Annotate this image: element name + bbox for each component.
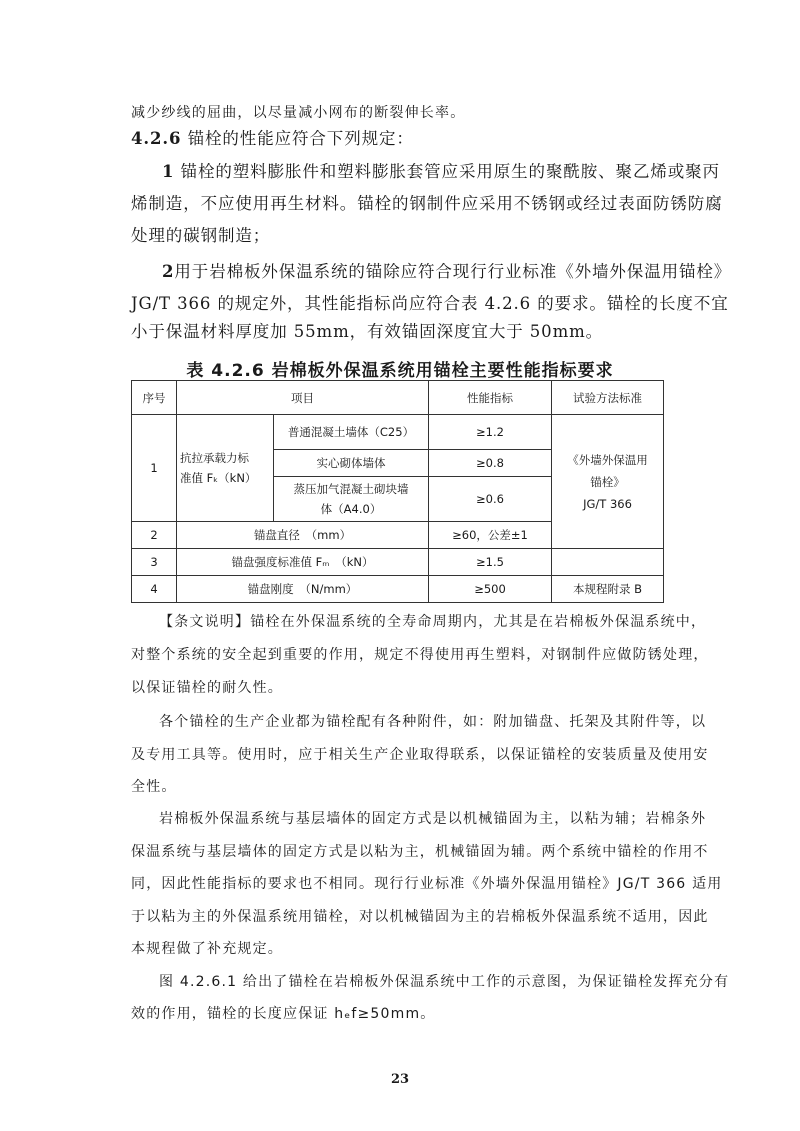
header-cell: 序号 — [132, 381, 177, 415]
header-cell: 试验方法标准 — [552, 381, 664, 415]
item-cell: 锚盘强度标准值 Fₘ （kN） — [177, 549, 429, 576]
item2-line: JG/T 366 的规定外，其性能指标尚应符合表 4.2.6 的要求。锚栓的长度不宜 — [131, 294, 729, 313]
note-line: 效的作用，锚栓的长度应保证 hₑf≥50mm。 — [131, 1006, 436, 1022]
method-line: 《外墙外保温用 — [567, 452, 648, 467]
row-number: 3 — [132, 549, 177, 576]
value-cell: ≥1.2 — [429, 415, 552, 450]
note-line: 以保证锚栓的耐久性。 — [131, 680, 283, 696]
item2-number: 2 — [162, 262, 175, 281]
sub-item-line: 体（A4.0） — [320, 502, 382, 516]
table-header-row — [132, 381, 664, 415]
note-line: 全性。 — [131, 779, 177, 795]
note-line: 图 4.2.6.1 给出了锚栓在岩棉板外保温系统中工作的示意图，为保证锚栓发挥充分有 — [159, 974, 730, 990]
note-line: 【条文说明】锚栓在外保温系统的全寿命周期内，尤其是在岩棉板外保温系统中， — [159, 614, 707, 630]
item-label — [177, 415, 274, 522]
item-cell: 锚盘刚度 （N/mm） — [177, 576, 429, 603]
value-cell: ≥1.5 — [429, 549, 552, 576]
table-row — [132, 415, 664, 450]
note-line: 于以粘为主的外保温系统用锚栓，对以机械锚固为主的岩棉板外保温系统不适用，因此 — [131, 909, 709, 925]
value-cell: ≥500 — [429, 576, 552, 603]
item1-text: 锚栓的塑料膨胀件和塑料膨胀套管应采用原生的聚酰胺、聚乙烯或聚丙 — [180, 162, 720, 181]
row-number: 2 — [132, 522, 177, 549]
clause-title: 锚栓的性能应符合下列规定： — [187, 129, 414, 148]
item1-line: 烯制造，不应使用再生材料。锚栓的钢制件应采用不锈钢或经过表面防锈防腐 — [131, 194, 723, 213]
item-label-line: 准值 Fₖ（kN） — [180, 471, 257, 485]
method-line: 锚栓》 — [590, 474, 625, 489]
item2-line: 小于保温材料厚度加 55mm，有效锚固深度宜大于 50mm。 — [131, 322, 604, 341]
note-line: 岩棉板外保温系统与基层墙体的固定方式是以机械锚固为主，以粘为辅；岩棉条外 — [159, 811, 707, 827]
method-cell — [552, 415, 664, 549]
item1-line: 处理的碳钢制造； — [131, 226, 271, 245]
row-number: 4 — [132, 576, 177, 603]
header-cell: 项目 — [177, 381, 429, 415]
sub-item: 实心砌体墙体 — [274, 450, 429, 477]
empty-cell — [552, 549, 664, 576]
item-label-line: 抗拉承载力标 — [180, 451, 249, 465]
continued-line: 减少纱线的屈曲，以尽量减小网布的断裂伸长率。 — [131, 105, 466, 121]
sub-item: 普通混凝土墙体（C25） — [274, 415, 429, 450]
clause-number: 4.2.6 — [131, 129, 182, 148]
clause-heading — [131, 125, 414, 149]
item1-line — [162, 158, 720, 182]
item2-line — [162, 258, 731, 282]
item2-text: 用于岩棉板外保温系统的锚除应符合现行行业标准《外墙外保温用锚栓》 — [174, 262, 732, 281]
value-cell: ≥0.8 — [429, 450, 552, 477]
note-line: 同，因此性能指标的要求也不相同。现行行业标准《外墙外保温用锚栓》JG/T 366 适用 — [131, 876, 723, 892]
value-cell: ≥0.6 — [429, 477, 552, 522]
header-cell: 性能指标 — [429, 381, 552, 415]
sub-item — [274, 477, 429, 522]
page-number: 23 — [390, 1072, 410, 1087]
performance-table — [131, 380, 664, 603]
note-line: 及专用工具等。使用时，应于相关生产企业取得联系，以保证锚栓的安装质量及使用安 — [131, 747, 709, 763]
note-line: 保温系统与基层墙体的固定方式是以粘为主，机械锚固为辅。两个系统中锚栓的作用不 — [131, 844, 709, 860]
method-line: JG/T 366 — [583, 496, 632, 511]
table-row — [132, 549, 664, 576]
item-cell: 锚盘直径 （mm） — [177, 522, 429, 549]
table-row — [132, 576, 664, 603]
sub-item-line: 蒸压加气混凝土砌块墙 — [293, 482, 409, 496]
note-line: 对整个系统的安全起到重要的作用，规定不得使用再生塑料，对钢制件应做防锈处理， — [131, 647, 709, 663]
row-number: 1 — [132, 415, 177, 522]
item1-number: 1 — [162, 162, 175, 181]
note-line: 本规程做了补充规定。 — [131, 941, 283, 957]
note-line: 各个锚栓的生产企业都为锚栓配有各种附件，如：附加锚盘、托架及其附件等，以 — [159, 714, 707, 730]
method-cell: 本规程附录 B — [552, 576, 664, 603]
value-cell: ≥60，公差±1 — [429, 522, 552, 549]
table-title: 表 4.2.6 岩棉板外保温系统用锚栓主要性能指标要求 — [186, 361, 614, 381]
